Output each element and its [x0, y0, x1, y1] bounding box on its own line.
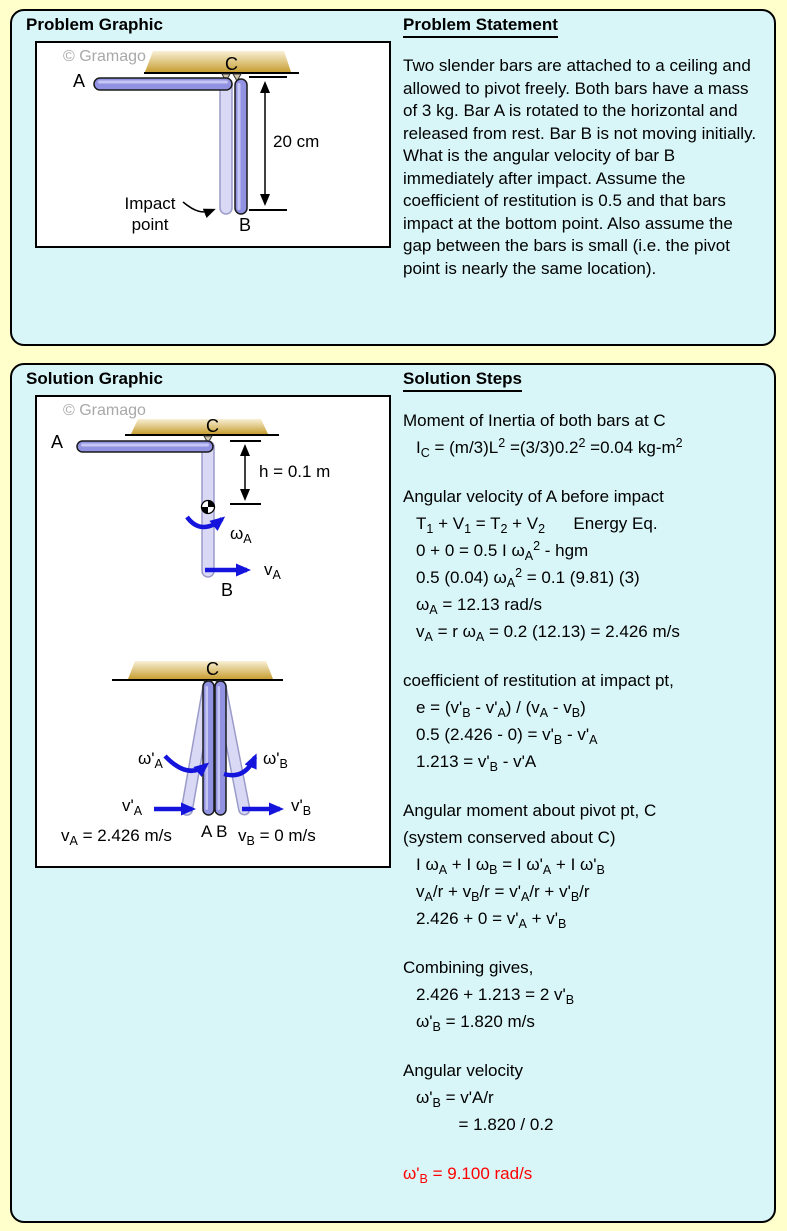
watermark: © Gramago — [63, 402, 146, 419]
equation-line: = 1.820 / 0.2 — [416, 1115, 554, 1134]
solution-figure — [37, 397, 389, 866]
equation-line: $\omega'_B = 1.820$ m/s — [416, 1012, 535, 1034]
solution-graphic-box — [35, 395, 391, 868]
bar-b-highlight — [218, 686, 221, 810]
step-heading: coefficient of restitution at impact pt, — [403, 671, 674, 690]
bar-b — [215, 681, 226, 815]
equation-line: $2.426 + 0 = v'_A + v'_B$ — [416, 909, 567, 931]
equation-line: $T_1 + V_1 = T_2 + V_2$ Energy Eq. — [416, 514, 658, 536]
ceiling — [128, 661, 273, 679]
bar-a-highlight — [81, 444, 209, 447]
step-group — [403, 667, 775, 775]
omega-a-label: $\omega_A$ — [230, 524, 252, 546]
bars-ab-label: A B — [201, 822, 228, 841]
bar-a-highlight — [98, 81, 228, 84]
bar-b — [235, 79, 247, 214]
equation-line: 0.5 (0.04) $\omega_A^2 = 0.1$ (9.81) (3) — [416, 566, 640, 590]
ceiling — [145, 51, 291, 72]
equation-line: I $\omega_A + I$ $\omega_B = I$ $\omega'_A + I$ $\omega'_B$ — [416, 855, 605, 877]
solution-steps-title: Solution Steps — [403, 369, 522, 392]
bar-a — [203, 681, 214, 815]
problem-graphic-box — [35, 41, 391, 248]
ghost-bar — [220, 79, 232, 214]
step-heading: (system conserved about C) — [403, 828, 616, 847]
solution-steps-list — [403, 407, 775, 1138]
problem-panel — [10, 9, 776, 346]
velocity-a-label: $v_A$ — [264, 560, 281, 582]
va-value-label: $v_A = 2.426$ m/s — [61, 826, 172, 848]
step-group — [403, 954, 775, 1035]
pivot-c-label: C — [206, 416, 219, 436]
step-group — [403, 1057, 775, 1138]
step-heading: Angular velocity — [403, 1061, 524, 1080]
equation-line: $v_A/r + v_B/r = v'_A/r + v'_B/r$ — [416, 882, 590, 904]
ceiling — [131, 416, 268, 436]
dimension-label: 20 cm — [273, 132, 320, 151]
equation-line: $1.213 = v'_B - v'A$ — [416, 752, 537, 774]
bar-b-label: B — [239, 215, 252, 235]
watermark: © Gramago — [63, 48, 146, 65]
equation-line: 0 + 0 = 0.5 I $\omega_A^2$ - hgm — [416, 539, 589, 563]
equation-line: $v_A = r$ $\omega_A = 0.2$ (12.13) = 2.426 m/s — [416, 622, 680, 644]
omega-a-prime-label: $\omega'_A$ — [138, 749, 163, 771]
step-heading: Combining gives, — [403, 958, 534, 977]
bar-a — [94, 78, 232, 90]
bar-b-highlight — [238, 83, 241, 210]
step-group — [403, 407, 775, 461]
equation-line: 0.5 $(2.426 - 0) = v'_B - v'_A$ — [416, 725, 598, 747]
height-dim-label: h = 0.1 m — [259, 462, 331, 481]
pivot-c-label: C — [206, 659, 219, 679]
equation-line: $\omega'_B = v'A/r$ — [416, 1088, 494, 1110]
bar-b-label: B — [221, 580, 234, 600]
impact-pointer-arrow — [183, 202, 213, 212]
equation-line: $e = (v'_B - v'_A) / (v_A - v_B)$ — [416, 698, 586, 720]
problem-graphic-title: Problem Graphic — [26, 15, 163, 34]
equation-line: 2.426 + 1.213 = 2 $v'_B$ — [416, 985, 575, 1007]
solution-graphic-title: Solution Graphic — [26, 369, 163, 388]
omega-b-prime-label: $\omega'_B$ — [263, 749, 288, 771]
solution-panel — [10, 363, 776, 1223]
velocity-a-prime-label: $v'_A$ — [122, 796, 143, 818]
solution-steps — [403, 407, 775, 1187]
step-group — [403, 483, 775, 645]
impact-point-label: Impact point — [124, 194, 176, 234]
equation-line: $\omega_A = 12.13$ rad/s — [416, 595, 543, 617]
result-line: $\omega'_B = 9.100$ rad/s — [403, 1164, 533, 1186]
velocity-b-prime-label: $v'_B$ — [291, 796, 312, 818]
bar-a-label: A — [51, 432, 64, 452]
problem-statement-text: Two slender bars are attached to a ceiling and allowed to pivot freely. Both bars have a mass of 3 kg. Bar A is rotated to the horizontal and released from rest. Bar B is not moving initially. What is the angular velocity of bar B immediately after impact. Assume the coefficient of restitution is 0.5 and that bars impact at the bottom point. Also assume the gap between the bars is small (i.e. the pivot point is nearly the same location). — [403, 56, 757, 278]
step-heading: Moment of Inertia of both bars at C — [403, 411, 666, 430]
problem-statement-title: Problem Statement — [403, 15, 558, 38]
step-heading: Angular moment about pivot pt, C — [403, 801, 657, 820]
equation-line: $I_C = (m/3)L^2 =(3/3)0.2^2 =0.04$ $kg-m^2$ — [416, 436, 683, 460]
vb-value-label: $v_B = 0$ m/s — [238, 826, 316, 848]
bar-a-highlight — [206, 686, 209, 810]
bar-a-label: A — [73, 71, 86, 91]
step-group — [403, 797, 775, 932]
pivot-c-label: C — [225, 54, 238, 74]
step-heading: Angular velocity of A before impact — [403, 487, 664, 506]
problem-figure — [37, 43, 389, 246]
